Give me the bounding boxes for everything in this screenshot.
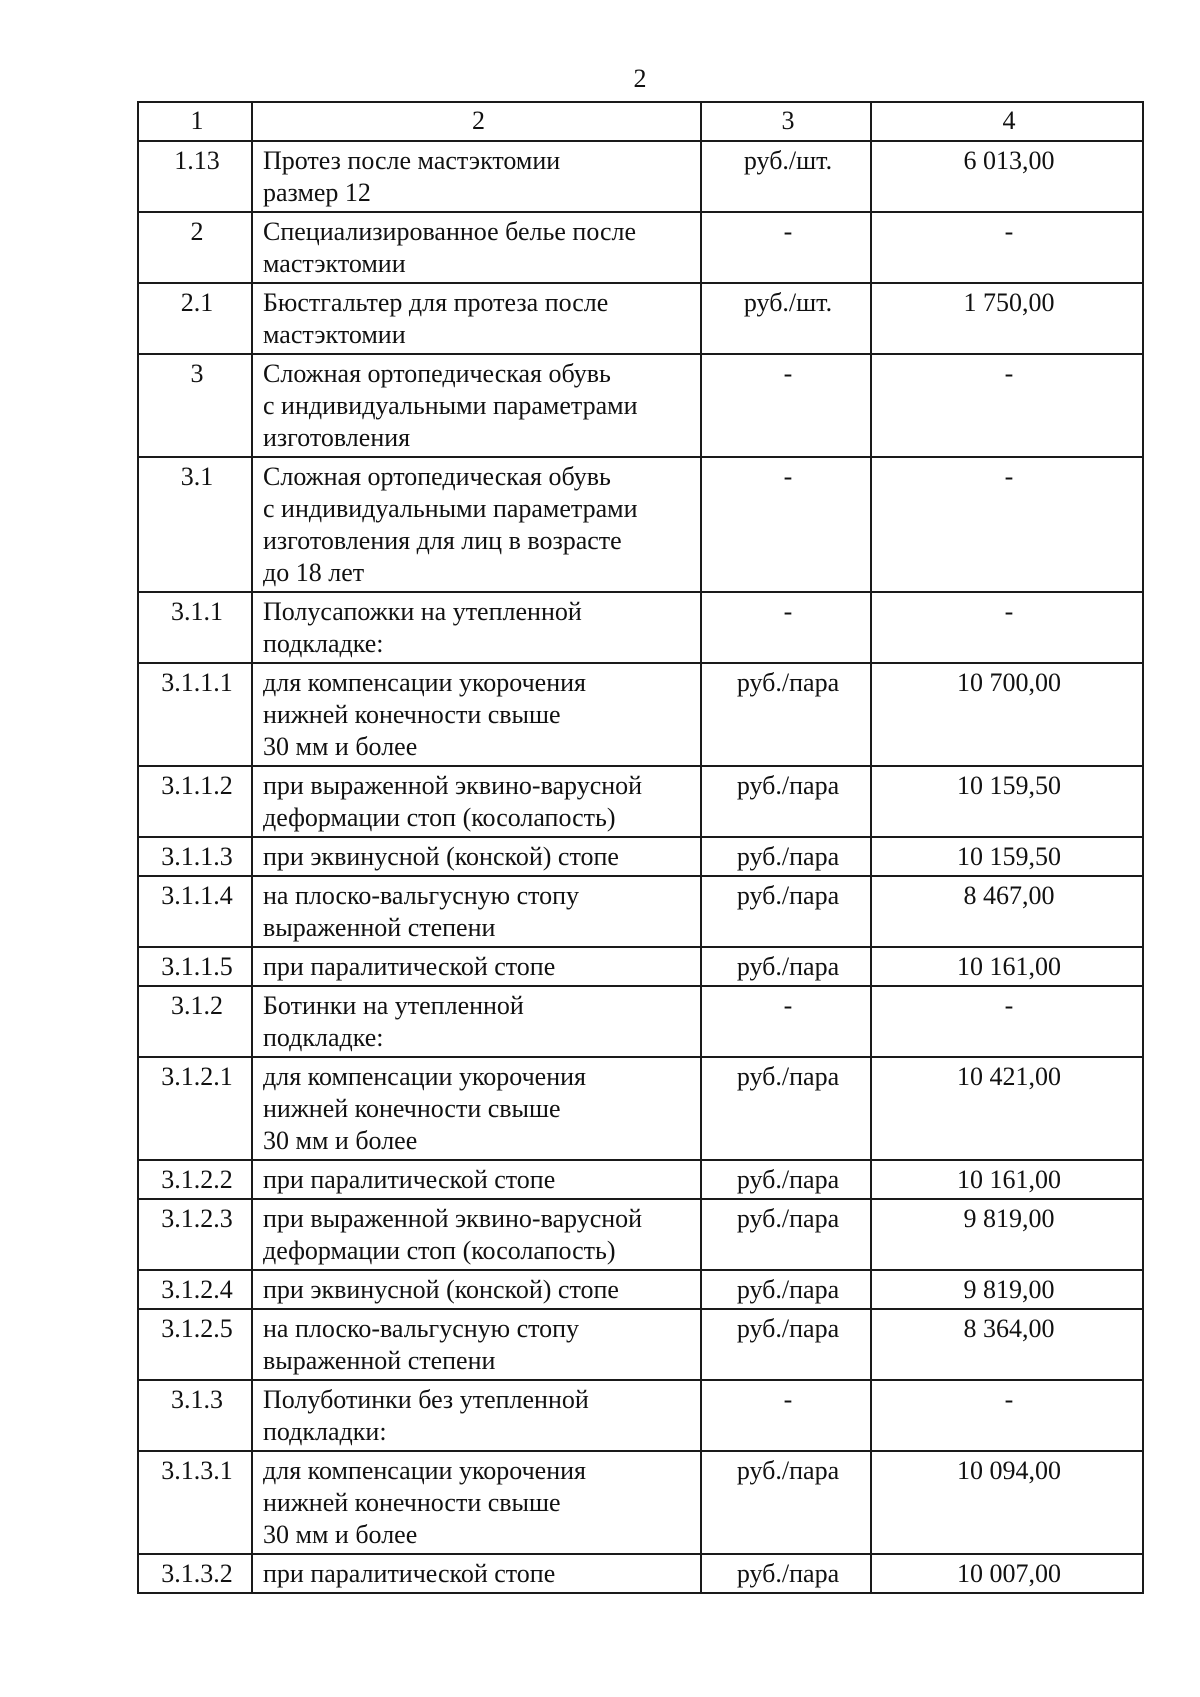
item-name-line: нижней конечности свыше bbox=[263, 1488, 561, 1517]
item-unit: - bbox=[701, 212, 871, 283]
item-price: 1 750,00 bbox=[871, 283, 1143, 354]
table-row bbox=[138, 1160, 1143, 1199]
table-row bbox=[138, 663, 1143, 766]
item-price: 10 700,00 bbox=[871, 663, 1143, 766]
item-name-line: при выраженной эквино-варусной bbox=[263, 1204, 643, 1233]
item-name-line: Протез после мастэктомии bbox=[263, 146, 561, 175]
item-name bbox=[252, 947, 701, 986]
table-row bbox=[138, 1270, 1143, 1309]
price-table bbox=[137, 101, 1144, 1594]
item-unit: руб./пара bbox=[701, 876, 871, 947]
item-price: - bbox=[871, 354, 1143, 457]
item-name-line: до 18 лет bbox=[263, 558, 365, 587]
item-unit: - bbox=[701, 354, 871, 457]
item-number: 3.1.1 bbox=[138, 592, 252, 663]
item-price: 6 013,00 bbox=[871, 141, 1143, 212]
item-price: - bbox=[871, 457, 1143, 592]
item-price: 10 159,50 bbox=[871, 837, 1143, 876]
item-name-line: нижней конечности свыше bbox=[263, 700, 561, 729]
item-name-line: подкладке: bbox=[263, 1023, 384, 1052]
item-name-line: мастэктомии bbox=[263, 320, 406, 349]
table-row bbox=[138, 457, 1143, 592]
item-unit: руб./пара bbox=[701, 663, 871, 766]
table-row bbox=[138, 1309, 1143, 1380]
item-name-line: Ботинки на утепленной bbox=[263, 991, 524, 1020]
item-number: 3.1 bbox=[138, 457, 252, 592]
item-number: 3.1.1.1 bbox=[138, 663, 252, 766]
item-name bbox=[252, 212, 701, 283]
table-row bbox=[138, 766, 1143, 837]
item-name-line: для компенсации укорочения bbox=[263, 668, 586, 697]
item-number: 3.1.2.4 bbox=[138, 1270, 252, 1309]
item-name-line: изготовления для лиц в возрасте bbox=[263, 526, 622, 555]
table-row bbox=[138, 354, 1143, 457]
item-unit: - bbox=[701, 457, 871, 592]
item-number: 3.1.2.3 bbox=[138, 1199, 252, 1270]
item-name-line: деформации стоп (косолапость) bbox=[263, 803, 616, 832]
page-number: 2 bbox=[633, 64, 647, 93]
item-price: 10 161,00 bbox=[871, 1160, 1143, 1199]
item-price: - bbox=[871, 212, 1143, 283]
item-name bbox=[252, 457, 701, 592]
item-name-line: при выраженной эквино-варусной bbox=[263, 771, 643, 800]
item-name-line: при паралитической стопе bbox=[263, 1165, 556, 1194]
item-number: 3.1.1.4 bbox=[138, 876, 252, 947]
item-name bbox=[252, 1451, 701, 1554]
table-row bbox=[138, 947, 1143, 986]
item-name-line: на плоско-вальгусную стопу bbox=[263, 881, 580, 910]
item-name-line: 30 мм и более bbox=[263, 732, 418, 761]
item-name-line: подкладки: bbox=[263, 1417, 387, 1446]
item-unit: руб./пара bbox=[701, 1309, 871, 1380]
item-number: 3.1.1.5 bbox=[138, 947, 252, 986]
item-name-line: для компенсации укорочения bbox=[263, 1062, 586, 1091]
item-name-line: Полуботинки без утепленной bbox=[263, 1385, 589, 1414]
item-number: 3.1.1.3 bbox=[138, 837, 252, 876]
item-name bbox=[252, 592, 701, 663]
item-number: 3.1.3.1 bbox=[138, 1451, 252, 1554]
table-header-row bbox=[138, 102, 1143, 141]
item-name bbox=[252, 1199, 701, 1270]
item-name-line: Сложная ортопедическая обувь bbox=[263, 462, 611, 491]
item-name bbox=[252, 141, 701, 212]
item-name bbox=[252, 1554, 701, 1593]
item-name bbox=[252, 766, 701, 837]
item-name bbox=[252, 1309, 701, 1380]
item-unit: руб./пара bbox=[701, 1554, 871, 1593]
column-header-2: 2 bbox=[252, 102, 701, 141]
item-unit: - bbox=[701, 1380, 871, 1451]
item-name-line: с индивидуальными параметрами bbox=[263, 391, 638, 420]
item-name-line: при эквинусной (конской) стопе bbox=[263, 842, 619, 871]
table-row bbox=[138, 212, 1143, 283]
item-price: 8 364,00 bbox=[871, 1309, 1143, 1380]
item-name-line: при паралитической стопе bbox=[263, 1559, 556, 1588]
item-name-line: мастэктомии bbox=[263, 249, 406, 278]
column-header-3: 3 bbox=[701, 102, 871, 141]
item-name bbox=[252, 283, 701, 354]
item-price: - bbox=[871, 986, 1143, 1057]
item-unit: руб./шт. bbox=[701, 283, 871, 354]
table-row bbox=[138, 141, 1143, 212]
item-name-line: размер 12 bbox=[263, 178, 371, 207]
item-unit: - bbox=[701, 986, 871, 1057]
item-number: 3.1.2 bbox=[138, 986, 252, 1057]
item-number: 3.1.1.2 bbox=[138, 766, 252, 837]
table-row bbox=[138, 1380, 1143, 1451]
item-name-line: при паралитической стопе bbox=[263, 952, 556, 981]
item-unit: руб./пара bbox=[701, 1451, 871, 1554]
item-name-line: при эквинусной (конской) стопе bbox=[263, 1275, 619, 1304]
item-unit: руб./пара bbox=[701, 947, 871, 986]
item-number: 3.1.3 bbox=[138, 1380, 252, 1451]
table-row bbox=[138, 1554, 1143, 1593]
item-name-line: на плоско-вальгусную стопу bbox=[263, 1314, 580, 1343]
item-price: - bbox=[871, 592, 1143, 663]
item-name bbox=[252, 1380, 701, 1451]
item-number: 2 bbox=[138, 212, 252, 283]
item-price: 10 094,00 bbox=[871, 1451, 1143, 1554]
item-name-line: нижней конечности свыше bbox=[263, 1094, 561, 1123]
item-unit: руб./пара bbox=[701, 766, 871, 837]
item-name bbox=[252, 1160, 701, 1199]
table-row bbox=[138, 283, 1143, 354]
item-price: 10 421,00 bbox=[871, 1057, 1143, 1160]
item-price: - bbox=[871, 1380, 1143, 1451]
item-name-line: Полусапожки на утепленной bbox=[263, 597, 582, 626]
item-name bbox=[252, 663, 701, 766]
column-header-4: 4 bbox=[871, 102, 1143, 141]
table-row bbox=[138, 837, 1143, 876]
item-price: 10 161,00 bbox=[871, 947, 1143, 986]
column-header-1: 1 bbox=[138, 102, 252, 141]
item-unit: руб./пара bbox=[701, 1160, 871, 1199]
item-price: 9 819,00 bbox=[871, 1270, 1143, 1309]
item-name-line: Сложная ортопедическая обувь bbox=[263, 359, 611, 388]
item-name-line: подкладке: bbox=[263, 629, 384, 658]
item-name-line: выраженной степени bbox=[263, 1346, 496, 1375]
item-name-line: с индивидуальными параметрами bbox=[263, 494, 638, 523]
item-name-line: деформации стоп (косолапость) bbox=[263, 1236, 616, 1265]
item-unit: - bbox=[701, 592, 871, 663]
item-unit: руб./пара bbox=[701, 1199, 871, 1270]
item-price: 10 159,50 bbox=[871, 766, 1143, 837]
item-unit: руб./пара bbox=[701, 1057, 871, 1160]
item-number: 2.1 bbox=[138, 283, 252, 354]
table-row bbox=[138, 876, 1143, 947]
item-name bbox=[252, 354, 701, 457]
item-number: 3.1.2.2 bbox=[138, 1160, 252, 1199]
item-price: 8 467,00 bbox=[871, 876, 1143, 947]
table-row bbox=[138, 986, 1143, 1057]
item-unit: руб./шт. bbox=[701, 141, 871, 212]
item-number: 3.1.3.2 bbox=[138, 1554, 252, 1593]
item-name bbox=[252, 1270, 701, 1309]
table-row bbox=[138, 592, 1143, 663]
item-name-line: Специализированное белье после bbox=[263, 217, 637, 246]
item-name bbox=[252, 876, 701, 947]
item-price: 10 007,00 bbox=[871, 1554, 1143, 1593]
item-name-line: выраженной степени bbox=[263, 913, 496, 942]
item-name-line: 30 мм и более bbox=[263, 1126, 418, 1155]
item-number: 3.1.2.1 bbox=[138, 1057, 252, 1160]
item-name bbox=[252, 1057, 701, 1160]
item-name-line: изготовления bbox=[263, 423, 411, 452]
item-unit: руб./пара bbox=[701, 837, 871, 876]
item-name bbox=[252, 837, 701, 876]
table-row bbox=[138, 1057, 1143, 1160]
item-unit: руб./пара bbox=[701, 1270, 871, 1309]
item-price: 9 819,00 bbox=[871, 1199, 1143, 1270]
item-number: 3.1.2.5 bbox=[138, 1309, 252, 1380]
item-name-line: Бюстгальтер для протеза после bbox=[263, 288, 609, 317]
table-row bbox=[138, 1451, 1143, 1554]
item-name bbox=[252, 986, 701, 1057]
item-number: 1.13 bbox=[138, 141, 252, 212]
table-row bbox=[138, 1199, 1143, 1270]
item-number: 3 bbox=[138, 354, 252, 457]
item-name-line: 30 мм и более bbox=[263, 1520, 418, 1549]
item-name-line: для компенсации укорочения bbox=[263, 1456, 586, 1485]
